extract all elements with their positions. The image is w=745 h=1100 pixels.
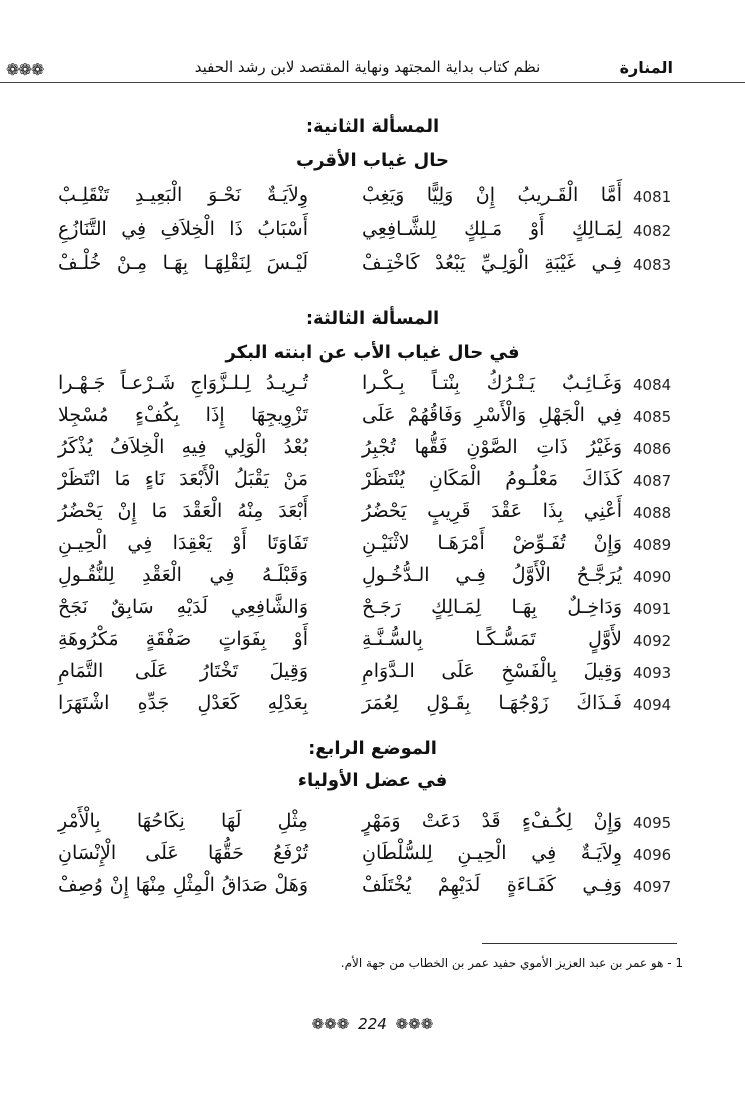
verse-first-hemistich: لِمَـالِكٍ أَوْ مَـلِكٍ لِلشَّـافِعِي [362, 218, 622, 240]
section-heading: المسألة الثانية: [305, 116, 440, 137]
verse-number: 4090 [633, 568, 672, 586]
footnote-rule [482, 943, 677, 944]
verse-row [0, 874, 745, 904]
verse-row [0, 628, 745, 658]
verse-row [0, 596, 745, 626]
section-subheading: في عضل الأولياء [297, 770, 448, 791]
verse-row [0, 436, 745, 466]
verse-second-hemistich: مَنْ يَقْبَلُ الْأَبْعَدَ نَاءٍ مَا انْتَظَرْ [58, 468, 308, 490]
verse-second-hemistich: وَهَلْ صَدَاقُ الْمِثْلِ مِنْهَا إِنْ وُصِفْ [58, 874, 308, 896]
verse-second-hemistich: أَوْ بِفَوَاتٍ صَفْقَةٍ مَكْرُوهَةِ [58, 628, 308, 650]
verse-row [0, 468, 745, 498]
section-subheading: حال غياب الأقرب [295, 150, 450, 171]
book-title: نظم كتاب بداية المجتهد ونهاية المقتصد لابن رشد الحفيد [194, 58, 541, 76]
verse-number: 4082 [633, 222, 672, 240]
verse-row [0, 404, 745, 434]
verse-row [0, 810, 745, 840]
verse-number: 4087 [633, 472, 672, 490]
verse-number: 4096 [633, 846, 672, 864]
section-heading: المسألة الثالثة: [305, 308, 440, 329]
verse-row [0, 660, 745, 690]
verse-first-hemistich: فَـذَاكَ زَوْجُهَـا بِقَـوْلِ لِعُمَرَ [362, 692, 622, 714]
page-number: 224 [358, 1015, 387, 1033]
verse-first-hemistich: فِي الْجَهْلِ وَالْأَسْرِ وَفَاقُهُمْ عَلَى [362, 404, 622, 426]
footnote: 1 - هو عمر بن عبد العزيز الأموي حفيد عمر بن الخطاب من جهة الأم. [340, 956, 683, 970]
verse-second-hemistich: أَسْبَابُ ذَا الْخِلاَفِ فِي التَّنَازُعِ [58, 218, 308, 240]
verse-row [0, 564, 745, 594]
verse-second-hemistich: وِلاَيَـةٌ نَحْـوَ الْبَعِيـدِ تَنْقَلِـبْ [58, 184, 308, 206]
verse-row [0, 252, 745, 282]
verse-second-hemistich: وَقَبْلَـهُ فِي الْعَقْدِ لِلنُّقُـولِ [58, 564, 308, 586]
page-footer [0, 1015, 745, 1033]
verse-first-hemistich: كَذَاكَ مَعْلُـومُ الْمَكَانِ يُنْتَظَرْ [362, 468, 622, 490]
verse-first-hemistich: فِـي غَيْبَةِ الْوَلِـيِّ يَبْعُدْ كَاخْتِـفْ [362, 252, 622, 274]
site-name: المنارة [619, 58, 673, 77]
verse-second-hemistich: وَالشَّافِعِي لَدَيْهِ سَابِقٌ نَجَحْ [58, 596, 308, 618]
verse-number: 4092 [633, 632, 672, 650]
verse-number: 4089 [633, 536, 672, 554]
verse-first-hemistich: وَقِيلَ بِالْفَسْخِ عَلَى الـدَّوَامِ [362, 660, 622, 682]
ornament-icon: ❁❁❁ [311, 1015, 350, 1033]
verse-first-hemistich: وَغَيْرُ ذَاتِ الصَّوْنِ فَقُّها تُجْبِرُ [362, 436, 622, 458]
verse-first-hemistich: وِلاَيَـةٌ فِي الْحِيـنِ لِلسُّلْطَانِ [362, 842, 622, 864]
verse-number: 4084 [633, 376, 672, 394]
verse-number: 4083 [633, 256, 672, 274]
verse-row [0, 692, 745, 722]
verse-row [0, 184, 745, 214]
verse-first-hemistich: وَفِـي كَفَـاءَةٍ لَدَيْهِمْ يُخْتَلَفْ [362, 874, 622, 896]
verse-second-hemistich: تَفَاوَتَا أَوْ يَعْقِدَا فِي الْحِيـنِ [58, 532, 308, 554]
verse-first-hemistich: لأَوَّلٍ تَمَسُّـكًـا بِالسُّـنَّـةِ [362, 628, 622, 650]
verse-row [0, 218, 745, 248]
verse-second-hemistich: تُرْفَعُ حَقُّهَا عَلَى الْإِنْسَانِ [58, 842, 308, 864]
verse-first-hemistich: وَإِنْ لِكُـفْءٍ قَدْ دَعَتْ وَمَهْرٍ [362, 810, 622, 832]
verse-first-hemistich: أَعْنِي بِذَا عَقْدَ قَرِيبٍ يَحْضُرُ [362, 500, 622, 522]
verse-row [0, 532, 745, 562]
verse-first-hemistich: وَغَـائِـبٌ يَـتْـرُكُ بِنْتـاً بِـكْـرا [362, 372, 622, 394]
verse-number: 4097 [633, 878, 672, 896]
verse-second-hemistich: لَيْـسَ لِنَقْلِهَـا بِهَـا مِـنْ خُلْـفْ [58, 252, 308, 274]
verse-number: 4093 [633, 664, 672, 682]
verse-second-hemistich: مِثْلِ لَهَا نِكَاحُهَا بِالْأَمْرِ [58, 810, 308, 832]
verse-first-hemistich: أَمَّا الْقَـريبُ إِنْ وَلِيًّا وَيَغِبْ [362, 184, 622, 206]
ornament-icon: ❁❁❁ [395, 1015, 434, 1033]
verse-number: 4088 [633, 504, 672, 522]
verse-number: 4085 [633, 408, 672, 426]
verse-second-hemistich: تَزْوِيجِهَا إِذَا بِكُفْءٍ مُسْجِلا [58, 404, 308, 426]
verse-second-hemistich: وَقِيلَ تَخْتَارُ عَلَى التَّمَامِ [58, 660, 308, 682]
verse-row [0, 372, 745, 402]
verse-second-hemistich: تُـرِيـدُ لِـلـزَّوَاجِ شَـرْعـاً جَـهْـرا [58, 372, 308, 394]
verse-number: 4081 [633, 188, 672, 206]
verse-number: 4094 [633, 696, 672, 714]
ornament-icon: ❁❁❁ [6, 60, 44, 79]
verse-first-hemistich: يُرَجَّـحُ الْأَوَّلُ فِـي الـدُّخُـولِ [362, 564, 622, 586]
verse-row [0, 500, 745, 530]
verse-first-hemistich: وَإِنْ تُفَـوِّضْ أَمْرَهَـا لاثْنَيْـنِ [362, 532, 622, 554]
verse-row [0, 842, 745, 872]
verse-second-hemistich: بُعْدُ الْوَلِي فِيهِ الْخِلاَفُ يُذْكَرُ [58, 436, 308, 458]
verse-number: 4086 [633, 440, 672, 458]
section-heading: الموضع الرابع: [308, 738, 437, 759]
verse-number: 4091 [633, 600, 672, 618]
verse-second-hemistich: أَبْعَدَ مِنْهُ الْعَقْدَ مَا إِنْ يَحْضُرُ [58, 500, 308, 522]
verse-second-hemistich: بِعَدْلِهِ كَعَدْلِ جَدِّهِ اشْتَهَرَا [58, 692, 308, 714]
header-rule [0, 82, 745, 83]
verse-first-hemistich: وَدَاخِـلٌ بِهَـا لِمَـالِكٍ رَجَـحْ [362, 596, 622, 618]
verse-number: 4095 [633, 814, 672, 832]
section-subheading: في حال غياب الأب عن ابنته البكر [225, 342, 520, 363]
page-header [0, 52, 745, 86]
